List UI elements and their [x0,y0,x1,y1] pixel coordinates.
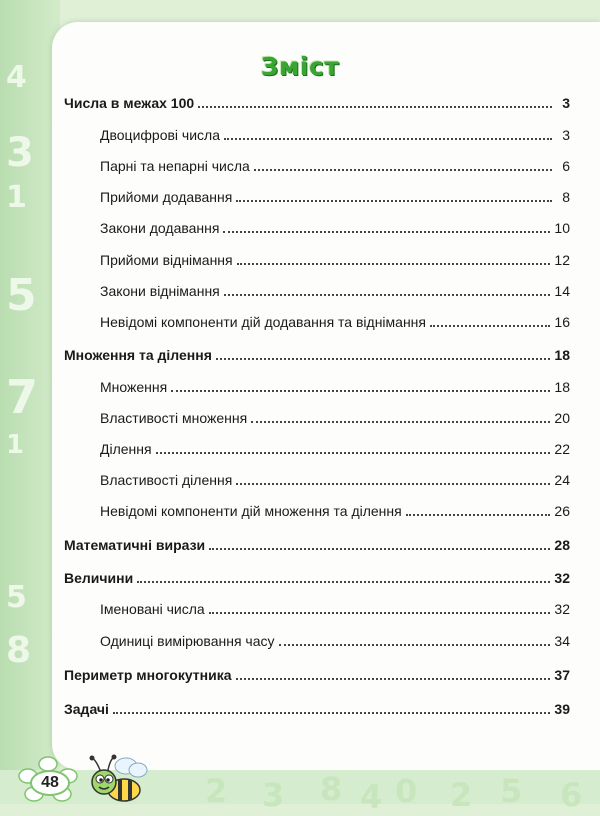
toc-entry-page: 28 [554,537,570,553]
toc-entry-title: Величини [64,570,134,586]
bottom-digit: 4 [360,778,383,816]
dot-leader [224,293,551,296]
decorative-side-strip [0,0,60,804]
toc-entry-page: 20 [554,410,570,426]
toc-entry-title: Властивості множення [100,410,248,426]
toc-entry-page: 16 [554,314,570,330]
page-number: 48 [30,770,70,796]
toc-entry-page: 6 [562,158,570,174]
toc-entry-page: 22 [554,441,570,457]
toc-entry-title: Числа в межах 100 [64,95,195,111]
toc-entry [100,220,570,236]
bottom-digit: 3 [262,776,285,814]
dot-leader [236,677,551,680]
toc-entry-title: Прийоми віднімання [100,252,233,268]
side-digit: 5 [6,270,37,321]
side-digit: 3 [6,130,34,176]
dot-leader [406,513,551,516]
toc-entry-title: Прийоми додавання [100,189,233,205]
toc-entry-title: Двоцифрові числа [100,127,220,143]
side-digit: 8 [6,630,32,671]
toc-entry [100,158,570,174]
toc-entry-title: Іменовані числа [100,601,205,617]
dot-leader [279,643,551,646]
side-digit: 1 [6,430,25,460]
side-digit: 4 [6,60,27,95]
dot-leader [209,611,551,614]
bee-icon [86,752,150,804]
bottom-digit: 5 [500,772,523,810]
dot-leader [223,230,550,233]
toc-entry-page: 39 [554,701,570,717]
dot-leader [198,105,552,108]
dot-leader [209,547,550,550]
toc-entry [100,503,570,519]
toc-entry-page: 18 [554,379,570,395]
toc-entry [100,601,570,617]
dot-leader [137,580,550,583]
dot-leader [237,262,551,265]
toc-entry-title: Невідомі компоненти дій множення та ділення [100,503,402,519]
dot-leader [236,482,550,485]
bottom-digit: 6 [560,776,583,814]
toc-entry-page: 24 [554,472,570,488]
dot-leader [171,389,550,392]
bottom-digit: 2 [450,776,473,814]
toc-entry-page: 32 [554,601,570,617]
bottom-digit: 8 [320,770,343,808]
toc-entry-page: 8 [562,189,570,205]
toc-entry-title: Периметр многокутника [64,667,232,683]
toc-entry-title: Задачі [64,701,109,717]
toc-entry-page: 3 [562,95,570,111]
toc-entry-title: Множення [100,379,168,395]
dot-leader [251,420,550,423]
toc-entry-page: 14 [554,283,570,299]
toc-entry [100,283,570,299]
toc-entry [64,570,570,586]
toc-entry-title: Закони віднімання [100,283,220,299]
toc-entry-page: 10 [554,220,570,236]
toc-entry-page: 32 [554,570,570,586]
toc-entry [100,379,570,395]
toc-entry-page: 3 [562,127,570,143]
toc-entry-page: 34 [554,633,570,649]
toc-entry [100,441,570,457]
toc-entry [64,701,570,717]
toc-entry-title: Ділення [100,441,152,457]
toc-entry-title: Множення та ділення [64,347,212,363]
toc-entry [100,252,570,268]
dot-leader [216,357,551,360]
toc-entry [64,537,570,553]
toc-entry [100,472,570,488]
bottom-digit: 0 [395,772,418,810]
toc-entry-page: 26 [554,503,570,519]
side-digit: 5 [6,580,27,615]
bottom-digit: 2 [205,772,228,810]
dot-leader [113,711,551,714]
toc-entry [64,667,570,683]
toc-entry [100,189,570,205]
dot-leader [224,137,552,140]
toc-entry-page: 37 [554,667,570,683]
dot-leader [430,324,550,327]
page-title: Зміст [260,52,340,81]
toc-entry-title: Математичні вирази [64,537,206,553]
dot-leader [254,168,552,171]
toc-entry [100,314,570,330]
toc-entry-page: 12 [554,252,570,268]
toc-entry [100,410,570,426]
side-digit: 7 [6,370,39,424]
dot-leader [156,451,551,454]
toc-entry-page: 18 [554,347,570,363]
toc-entry [100,127,570,143]
toc-entry-title: Парні та непарні числа [100,158,250,174]
toc-entry [100,633,570,649]
toc-entry-title: Невідомі компоненти дій додавання та віднімання [100,314,426,330]
toc-entry [64,347,570,363]
toc-entry-title: Закони додавання [100,220,220,236]
side-digit: 1 [6,180,27,215]
toc-entry [64,95,570,111]
dot-leader [236,199,552,202]
toc-entry-title: Властивості ділення [100,472,233,488]
toc-entry-title: Одиниці вимірювання часу [100,633,275,649]
